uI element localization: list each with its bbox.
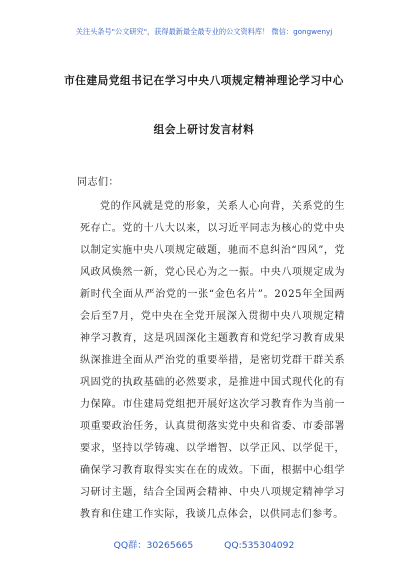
footer-qq-number: QQ:535304092 bbox=[224, 540, 295, 551]
footer-contact bbox=[0, 537, 408, 551]
greeting: 同志们： bbox=[77, 177, 119, 188]
body-paragraph: 党的作风就是党的形象，关系人心向背，关系党的生死存亡。党的十八大以来，以习近平同志为核心的党中央以制定实施中央八项规定破题，驰而不息纠治“四风”，党风政风焕然一新，党心民心为之一振。中央八项规定成为新时代全面从严治党的一张“金色名片”。2025年全国两会后至7月，党中央在全党开展深入贯彻中央八项规定精神学习教育，这是巩固深化主题教育和党纪学习教育成果纵深推进全面从严治党的重要举措，是密切党群干群关系巩固党的执政基础的必然要求，是推进中国式现代化的有力保障。市住建局党组把开展好这次学习教育作为当前一项重要政治任务，认真贯彻落实党中央和省委、市委部署要求，坚持以学铸魂、以学增智、以学正风、以学促干，确保学习教育取得实实在在的成效。下面，根据中心组学习研讨主题，结合全国两会精神、中央八项规定精神学习教育和住建工作实际，我谈几点体会，以供同志们参考。 bbox=[80, 201, 345, 520]
document-title-line-2: 组会上研讨发言材料 bbox=[153, 124, 255, 136]
header-promo-text: 关注头条号"公文研究"，获得最新最全最专业的公文资料库！ 微信：gongwenyj bbox=[75, 27, 333, 36]
footer-qq-group: QQ群：30265665 bbox=[113, 540, 194, 551]
document-title-line-1: 市住建局党组书记在学习中央八项规定精神理论学习中心 bbox=[64, 75, 344, 87]
